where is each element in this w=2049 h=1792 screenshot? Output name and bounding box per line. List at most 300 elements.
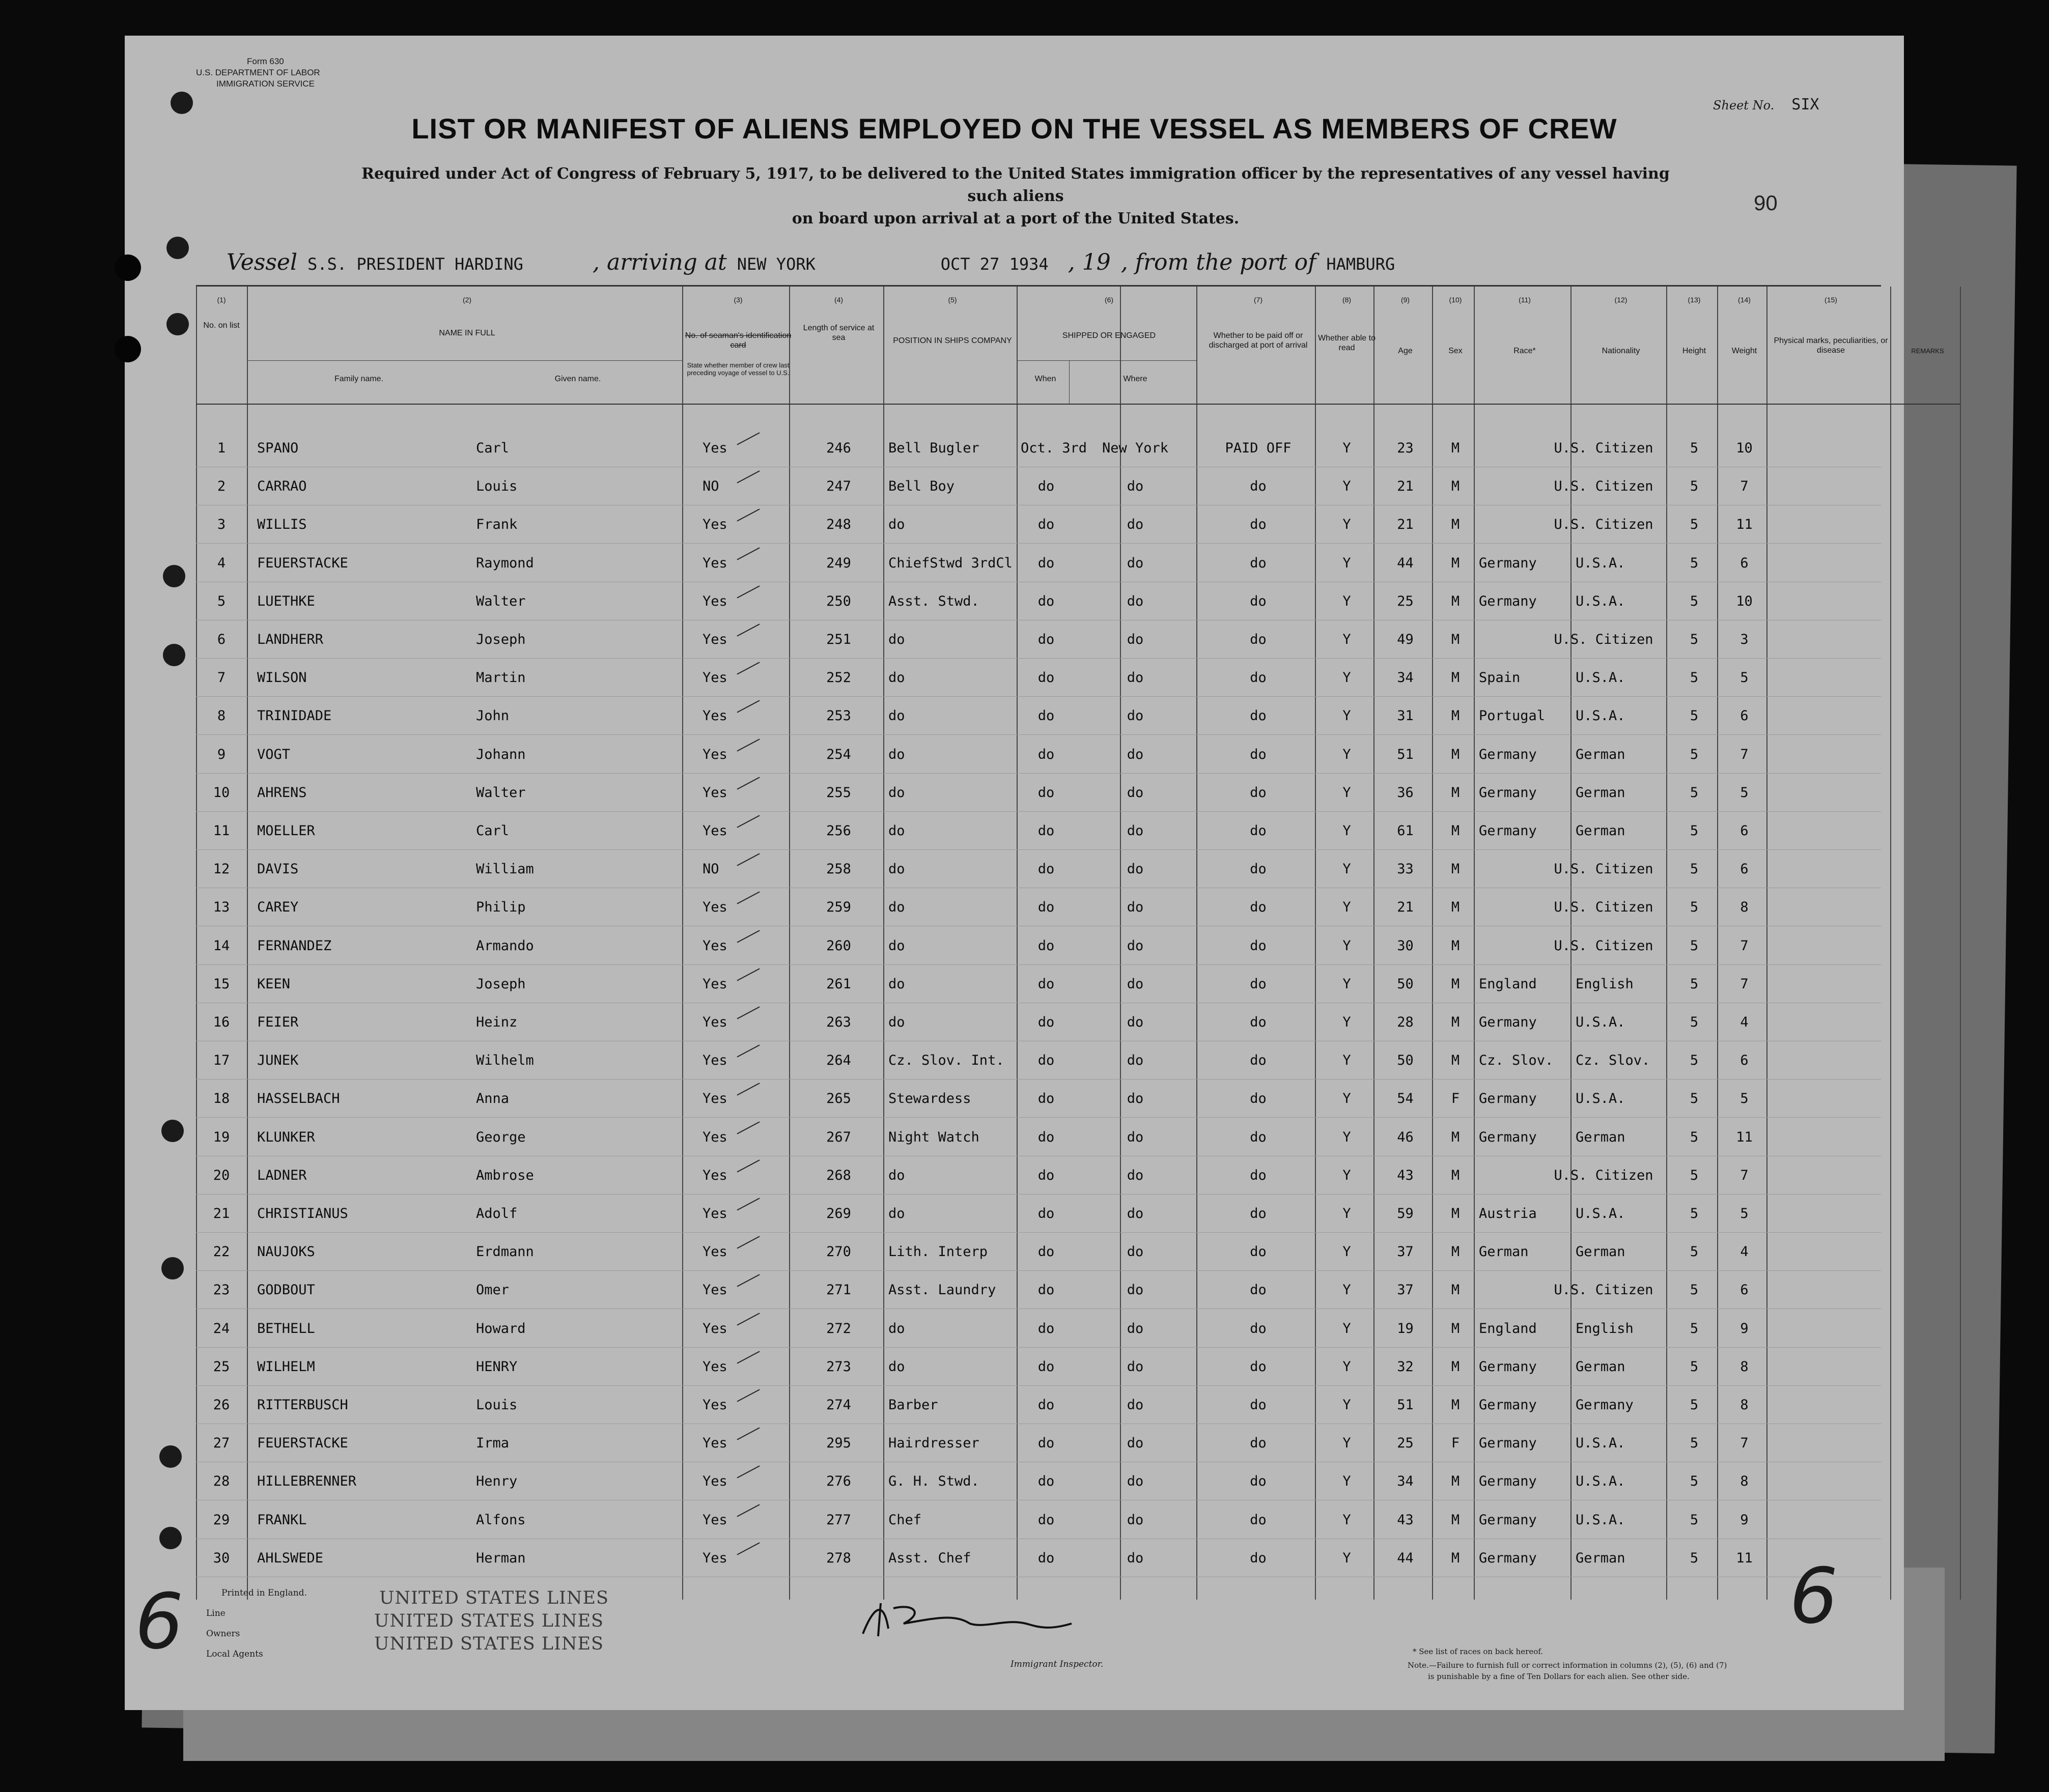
cell-able-to-read: Y (1342, 823, 1351, 839)
binder-hole (115, 254, 141, 281)
cell-height: 5 (1690, 861, 1699, 877)
row-rule (196, 773, 1881, 774)
cell-age: 37 (1397, 1244, 1414, 1260)
cell-nationality: U.S.A. (1576, 1473, 1625, 1490)
cell-able-to-read: Y (1342, 746, 1351, 762)
cell-race: Austria (1479, 1206, 1537, 1221)
cell-age: 49 (1397, 632, 1414, 647)
cell-shipped-when: do (1037, 1014, 1055, 1030)
cell-length-of-service: 259 (826, 899, 851, 916)
cell-previous-voyage: Yes (703, 1550, 727, 1566)
cell-sex: M (1451, 746, 1460, 762)
cell-previous-voyage: Yes (703, 937, 727, 954)
cell-shipped-when: do (1037, 746, 1055, 762)
handwritten-mark-right: 6 (1789, 1552, 1838, 1641)
cell-paid-off: do (1250, 1397, 1267, 1413)
cell-row-number: 23 (213, 1282, 230, 1298)
cell-position: Bell Bugler (888, 440, 979, 456)
cell-family-name: AHRENS (257, 784, 307, 801)
cell-length-of-service: 251 (826, 632, 851, 647)
cell-position: do (888, 937, 905, 954)
cell-nationality: U.S. Citizen (1554, 861, 1653, 877)
cell-family-name: AHLSWEDE (257, 1550, 324, 1566)
service-name: IMMIGRATION SERVICE (216, 79, 315, 89)
cell-length-of-service: 260 (826, 937, 851, 954)
cell-height: 5 (1690, 478, 1699, 495)
cell-given-name: Louis (476, 1397, 518, 1413)
inspector-signature (853, 1588, 1087, 1649)
cell-row-number: 19 (213, 1129, 230, 1145)
form-identifier (196, 56, 320, 90)
row-rule (196, 1117, 1881, 1118)
cell-height: 5 (1690, 1167, 1699, 1183)
cell-length-of-service: 265 (826, 1091, 851, 1107)
cell-age: 21 (1397, 899, 1414, 916)
punch-hole (163, 565, 185, 587)
cell-shipped-where: do (1127, 746, 1144, 762)
header-col10-num: (10) (1449, 296, 1462, 304)
cell-height: 5 (1690, 1129, 1699, 1145)
cell-nationality: U.S.A. (1576, 1014, 1625, 1030)
cell-position: Stewardess (888, 1091, 971, 1107)
cell-able-to-read: Y (1342, 1206, 1351, 1221)
cell-age: 46 (1397, 1129, 1414, 1145)
cell-given-name: Philip (476, 899, 526, 916)
cell-paid-off: do (1250, 1435, 1267, 1452)
cell-paid-off: do (1250, 632, 1267, 647)
cell-able-to-read: Y (1342, 517, 1351, 533)
cell-weight: 5 (1740, 670, 1749, 686)
cell-weight: 5 (1740, 1091, 1749, 1107)
cell-shipped-where: do (1127, 1053, 1144, 1069)
cell-given-name: Adolf (476, 1206, 518, 1221)
cell-given-name: Omer (476, 1282, 510, 1298)
vessel-name: S.S. PRESIDENT HARDING (307, 254, 523, 274)
cell-shipped-where: do (1127, 1282, 1144, 1298)
cell-age: 31 (1397, 708, 1414, 724)
cell-position: Chef (888, 1512, 922, 1528)
cell-race: England (1479, 976, 1537, 992)
cell-length-of-service: 252 (826, 670, 851, 686)
owners-stamp: UNITED STATES LINES (374, 1611, 604, 1631)
cell-height: 5 (1690, 976, 1699, 992)
cell-previous-voyage: Yes (703, 1397, 727, 1413)
header-sex: Sex (1448, 347, 1463, 355)
cell-shipped-where: do (1127, 593, 1144, 609)
cell-position: do (888, 861, 905, 877)
cell-shipped-when: do (1037, 632, 1055, 647)
cell-previous-voyage: Yes (703, 1512, 727, 1528)
cell-race: Portugal (1479, 708, 1546, 724)
cell-shipped-where: do (1127, 1129, 1144, 1145)
cell-position: ChiefStwd 3rdCl (888, 555, 1013, 571)
cell-given-name: Raymond (476, 555, 534, 571)
cell-family-name: NAUJOKS (257, 1244, 315, 1260)
cell-height: 5 (1690, 784, 1699, 801)
department-name: U.S. DEPARTMENT OF LABOR (196, 68, 320, 77)
cell-weight: 9 (1740, 1512, 1749, 1528)
cell-able-to-read: Y (1342, 1435, 1351, 1452)
row-rule (196, 696, 1881, 697)
cell-race: Spain (1479, 670, 1521, 686)
cell-weight: 5 (1740, 784, 1749, 801)
cell-sex: M (1451, 1473, 1460, 1490)
row-rule (196, 734, 1881, 735)
cell-nationality: U.S.A. (1576, 670, 1625, 686)
cell-shipped-when: do (1037, 1358, 1055, 1375)
cell-height: 5 (1690, 555, 1699, 571)
cell-paid-off: do (1250, 555, 1267, 571)
cell-weight: 4 (1740, 1244, 1749, 1260)
cell-shipped-when: do (1037, 1206, 1055, 1221)
cell-height: 5 (1690, 1397, 1699, 1413)
cell-shipped-when: do (1037, 976, 1055, 992)
punch-hole (159, 1527, 182, 1549)
cell-shipped-when: do (1037, 670, 1055, 686)
cell-age: 36 (1397, 784, 1414, 801)
cell-previous-voyage: Yes (703, 1206, 727, 1221)
cell-row-number: 11 (213, 823, 230, 839)
cell-position: Cz. Slov. Int. (888, 1053, 1004, 1069)
cell-height: 5 (1690, 1512, 1699, 1528)
cell-row-number: 1 (217, 440, 226, 456)
cell-sex: M (1451, 1282, 1460, 1298)
cell-shipped-where: do (1127, 823, 1144, 839)
cell-sex: M (1451, 1358, 1460, 1375)
cell-previous-voyage: Yes (703, 899, 727, 916)
cell-paid-off: do (1250, 899, 1267, 916)
cell-shipped-when: do (1037, 784, 1055, 801)
cell-nationality: Germany (1576, 1397, 1634, 1413)
immigrant-inspector-label: Immigrant Inspector. (1011, 1659, 1104, 1669)
sheet-number-label: Sheet No. (1713, 98, 1775, 112)
cell-shipped-when: do (1037, 1512, 1055, 1528)
cell-shipped-where: do (1127, 1206, 1144, 1221)
agents-stamp: UNITED STATES LINES (374, 1634, 604, 1654)
cell-length-of-service: 258 (826, 861, 851, 877)
cell-row-number: 22 (213, 1244, 230, 1260)
cell-shipped-when: do (1037, 1473, 1055, 1490)
cell-able-to-read: Y (1342, 1397, 1351, 1413)
cell-nationality: U.S. Citizen (1554, 1282, 1653, 1298)
row-rule (196, 1347, 1881, 1348)
cell-shipped-where: do (1127, 937, 1144, 954)
header-col13-num: (13) (1688, 296, 1701, 304)
cell-previous-voyage: Yes (703, 632, 727, 647)
header-col1-num: (1) (217, 296, 226, 304)
cell-length-of-service: 277 (826, 1512, 851, 1528)
cell-nationality: German (1576, 784, 1625, 801)
cell-shipped-when: do (1037, 593, 1055, 609)
cell-height: 5 (1690, 440, 1699, 456)
cell-previous-voyage: Yes (703, 670, 727, 686)
cell-previous-voyage: Yes (703, 593, 727, 609)
cell-family-name: JUNEK (257, 1053, 299, 1069)
cell-length-of-service: 253 (826, 708, 851, 724)
cell-weight: 6 (1740, 823, 1749, 839)
cell-row-number: 4 (217, 555, 226, 571)
cell-nationality: U.S.A. (1576, 1091, 1625, 1107)
header-weight: Weight (1731, 347, 1757, 355)
header-remarks: REMARKS (1911, 347, 1944, 355)
cell-able-to-read: Y (1342, 861, 1351, 877)
cell-position: do (888, 1014, 905, 1030)
cell-height: 5 (1690, 746, 1699, 762)
cell-shipped-when: do (1037, 1397, 1055, 1413)
cell-height: 5 (1690, 1435, 1699, 1452)
cell-family-name: RITTERBUSCH (257, 1397, 348, 1413)
cell-position: do (888, 1320, 905, 1336)
cell-nationality: U.S. Citizen (1554, 517, 1653, 533)
cell-able-to-read: Y (1342, 937, 1351, 954)
cell-family-name: HILLEBRENNER (257, 1473, 357, 1490)
cell-family-name: CHRISTIANUS (257, 1206, 348, 1221)
cell-position: do (888, 823, 905, 839)
cell-race: Germany (1479, 784, 1537, 801)
cell-age: 43 (1397, 1512, 1414, 1528)
cell-family-name: FEUERSTACKE (257, 1435, 348, 1452)
cell-position: G. H. Stwd. (888, 1473, 979, 1490)
handwritten-mark-left: 6 (135, 1578, 184, 1666)
cell-length-of-service: 295 (826, 1435, 851, 1452)
cell-age: 28 (1397, 1014, 1414, 1030)
cell-given-name: Johann (476, 746, 526, 762)
cell-previous-voyage: Yes (703, 1091, 727, 1107)
cell-weight: 7 (1740, 937, 1749, 954)
cell-paid-off: do (1250, 976, 1267, 992)
punch-hole (166, 237, 189, 259)
cell-paid-off: do (1250, 1167, 1267, 1183)
cell-sex: F (1451, 1435, 1460, 1452)
printed-in-label: Printed in England. (221, 1588, 307, 1598)
cell-nationality: German (1576, 1358, 1625, 1375)
cell-family-name: LADNER (257, 1167, 307, 1183)
header-col4-num: (4) (834, 296, 844, 304)
cell-length-of-service: 250 (826, 593, 851, 609)
cell-race: Germany (1479, 593, 1537, 609)
cell-previous-voyage: Yes (703, 1053, 727, 1069)
cell-paid-off: do (1250, 1473, 1267, 1490)
cell-shipped-where: New York (1102, 440, 1169, 456)
cell-age: 59 (1397, 1206, 1414, 1221)
cell-position: Barber (888, 1397, 938, 1413)
cell-able-to-read: Y (1342, 632, 1351, 647)
cell-weight: 4 (1740, 1014, 1749, 1030)
cell-length-of-service: 272 (826, 1320, 851, 1336)
cell-length-of-service: 273 (826, 1358, 851, 1375)
cell-weight: 6 (1740, 861, 1749, 877)
cell-sex: M (1451, 1512, 1460, 1528)
cell-shipped-where: do (1127, 478, 1144, 495)
cell-nationality: German (1576, 1550, 1625, 1566)
cell-age: 54 (1397, 1091, 1414, 1107)
cell-shipped-when: do (1037, 1550, 1055, 1566)
cell-family-name: LANDHERR (257, 632, 324, 647)
cell-position: Asst. Stwd. (888, 593, 979, 609)
cell-able-to-read: Y (1342, 555, 1351, 571)
cell-shipped-when: do (1037, 708, 1055, 724)
cell-paid-off: do (1250, 1091, 1267, 1107)
header-col11-num: (11) (1519, 296, 1531, 304)
cell-nationality: U.S.A. (1576, 1206, 1625, 1221)
cell-shipped-where: do (1127, 1550, 1144, 1566)
cell-paid-off: do (1250, 861, 1267, 877)
cell-position: do (888, 632, 905, 647)
cell-sex: M (1451, 1320, 1460, 1336)
cell-shipped-when: do (1037, 517, 1055, 533)
cell-family-name: CAREY (257, 899, 299, 916)
cell-sex: M (1451, 861, 1460, 877)
cell-position: do (888, 1167, 905, 1183)
cell-row-number: 21 (213, 1206, 230, 1221)
local-agents-label: Local Agents (206, 1649, 263, 1659)
page-subtitle (354, 163, 1677, 230)
cell-shipped-when: do (1037, 1167, 1055, 1183)
cell-weight: 7 (1740, 1167, 1749, 1183)
cell-nationality: German (1576, 1129, 1625, 1145)
cell-sex: M (1451, 632, 1460, 647)
races-note: * See list of races on back hereof. (1413, 1647, 1543, 1656)
cell-shipped-when: do (1037, 1129, 1055, 1145)
cell-position: do (888, 746, 905, 762)
cell-paid-off: do (1250, 937, 1267, 954)
cell-previous-voyage: Yes (703, 976, 727, 992)
cell-nationality: English (1576, 1320, 1634, 1336)
cell-given-name: Louis (476, 478, 518, 495)
cell-age: 44 (1397, 555, 1414, 571)
cell-paid-off: do (1250, 784, 1267, 801)
cell-weight: 9 (1740, 1320, 1749, 1336)
cell-sex: M (1451, 440, 1460, 456)
cell-family-name: SPANO (257, 440, 299, 456)
cell-nationality: U.S. Citizen (1554, 899, 1653, 916)
arrival-date: OCT 27 1934 (940, 254, 1049, 274)
cell-weight: 11 (1736, 1129, 1753, 1145)
cell-family-name: DAVIS (257, 861, 299, 877)
cell-height: 5 (1690, 1091, 1699, 1107)
cell-weight: 6 (1740, 555, 1749, 571)
cell-nationality: German (1576, 1244, 1625, 1260)
header-id-card-struck: No. of seaman's identification card (685, 331, 792, 350)
cell-given-name: George (476, 1129, 526, 1145)
cell-previous-voyage: Yes (703, 1320, 727, 1336)
from-port-label: , from the port of (1120, 249, 1316, 275)
cell-age: 21 (1397, 517, 1414, 533)
header-name-in-full: NAME IN FULL (439, 329, 495, 337)
cell-shipped-where: do (1127, 632, 1144, 647)
cell-sex: M (1451, 899, 1460, 916)
cell-age: 50 (1397, 1053, 1414, 1069)
cell-race: Cz. Slov. (1479, 1053, 1554, 1069)
cell-row-number: 24 (213, 1320, 230, 1336)
cell-able-to-read: Y (1342, 708, 1351, 724)
cell-paid-off: do (1250, 1206, 1267, 1221)
cell-weight: 5 (1740, 1206, 1749, 1221)
header-given-name: Given name. (554, 375, 601, 383)
header-col3-num: (3) (734, 296, 743, 304)
cell-age: 19 (1397, 1320, 1414, 1336)
cell-length-of-service: 268 (826, 1167, 851, 1183)
row-rule (196, 849, 1881, 850)
cell-paid-off: do (1250, 708, 1267, 724)
cell-nationality: U.S. Citizen (1554, 478, 1653, 495)
cell-previous-voyage: Yes (703, 1244, 727, 1260)
cell-nationality: U.S. Citizen (1554, 632, 1653, 647)
vessel-line (227, 249, 1957, 275)
cell-nationality: U.S.A. (1576, 708, 1625, 724)
handwritten-page-number: 90 (1754, 191, 1778, 215)
cell-family-name: KEEN (257, 976, 291, 992)
cell-paid-off: do (1250, 1320, 1267, 1336)
header-col9-num: (9) (1400, 296, 1410, 304)
header-col8-num: (8) (1342, 296, 1352, 304)
header-col12-num: (12) (1614, 296, 1627, 304)
cell-weight: 7 (1740, 478, 1749, 495)
cell-paid-off: do (1250, 1358, 1267, 1375)
cell-length-of-service: 276 (826, 1473, 851, 1490)
cell-shipped-when: Oct. 3rd (1021, 440, 1087, 456)
cell-paid-off: do (1250, 593, 1267, 609)
cell-nationality: U.S. Citizen (1554, 937, 1653, 954)
cell-given-name: Carl (476, 440, 510, 456)
cell-row-number: 13 (213, 899, 230, 916)
cell-able-to-read: Y (1342, 1014, 1351, 1030)
cell-paid-off: do (1250, 1129, 1267, 1145)
cell-given-name: Walter (476, 784, 526, 801)
cell-previous-voyage: Yes (703, 1358, 727, 1375)
cell-shipped-where: do (1127, 517, 1144, 533)
cell-nationality: U.S.A. (1576, 1435, 1625, 1452)
sheet-number-value: SIX (1791, 96, 1819, 113)
cell-given-name: Wilhelm (476, 1053, 534, 1069)
cell-race: Germany (1479, 1473, 1537, 1490)
cell-sex: M (1451, 1206, 1460, 1221)
cell-shipped-where: do (1127, 555, 1144, 571)
cell-sex: M (1451, 555, 1460, 571)
penalty-note-line-1: Note.—Failure to furnish full or correct information in columns (2), (5), (6) and (7) (1408, 1661, 1727, 1670)
cell-family-name: WILLIS (257, 517, 307, 533)
cell-row-number: 2 (217, 478, 226, 495)
cell-length-of-service: 256 (826, 823, 851, 839)
arriving-label: , arriving at (593, 249, 727, 275)
cell-position: Night Watch (888, 1129, 979, 1145)
cell-length-of-service: 270 (826, 1244, 851, 1260)
cell-family-name: HASSELBACH (257, 1091, 340, 1107)
cell-able-to-read: Y (1342, 1091, 1351, 1107)
cell-row-number: 9 (217, 746, 226, 762)
cell-age: 23 (1397, 440, 1414, 456)
cell-able-to-read: Y (1342, 1320, 1351, 1336)
header-prev-voyage: State whether member of crew last preceding voyage of vessel to U.S. (687, 361, 790, 377)
cell-shipped-when: do (1037, 1091, 1055, 1107)
cell-age: 44 (1397, 1550, 1414, 1566)
cell-row-number: 3 (217, 517, 226, 533)
cell-nationality: U.S. Citizen (1554, 440, 1653, 456)
cell-age: 50 (1397, 976, 1414, 992)
cell-able-to-read: Y (1342, 784, 1351, 801)
cell-height: 5 (1690, 1206, 1699, 1221)
departure-port: HAMBURG (1326, 254, 1395, 274)
cell-height: 5 (1690, 1473, 1699, 1490)
cell-height: 5 (1690, 708, 1699, 724)
cell-age: 30 (1397, 937, 1414, 954)
cell-shipped-when: do (1037, 1053, 1055, 1069)
cell-previous-voyage: Yes (703, 1014, 727, 1030)
cell-sex: M (1451, 976, 1460, 992)
cell-previous-voyage: Yes (703, 1435, 727, 1452)
cell-sex: M (1451, 784, 1460, 801)
cell-weight: 3 (1740, 632, 1749, 647)
